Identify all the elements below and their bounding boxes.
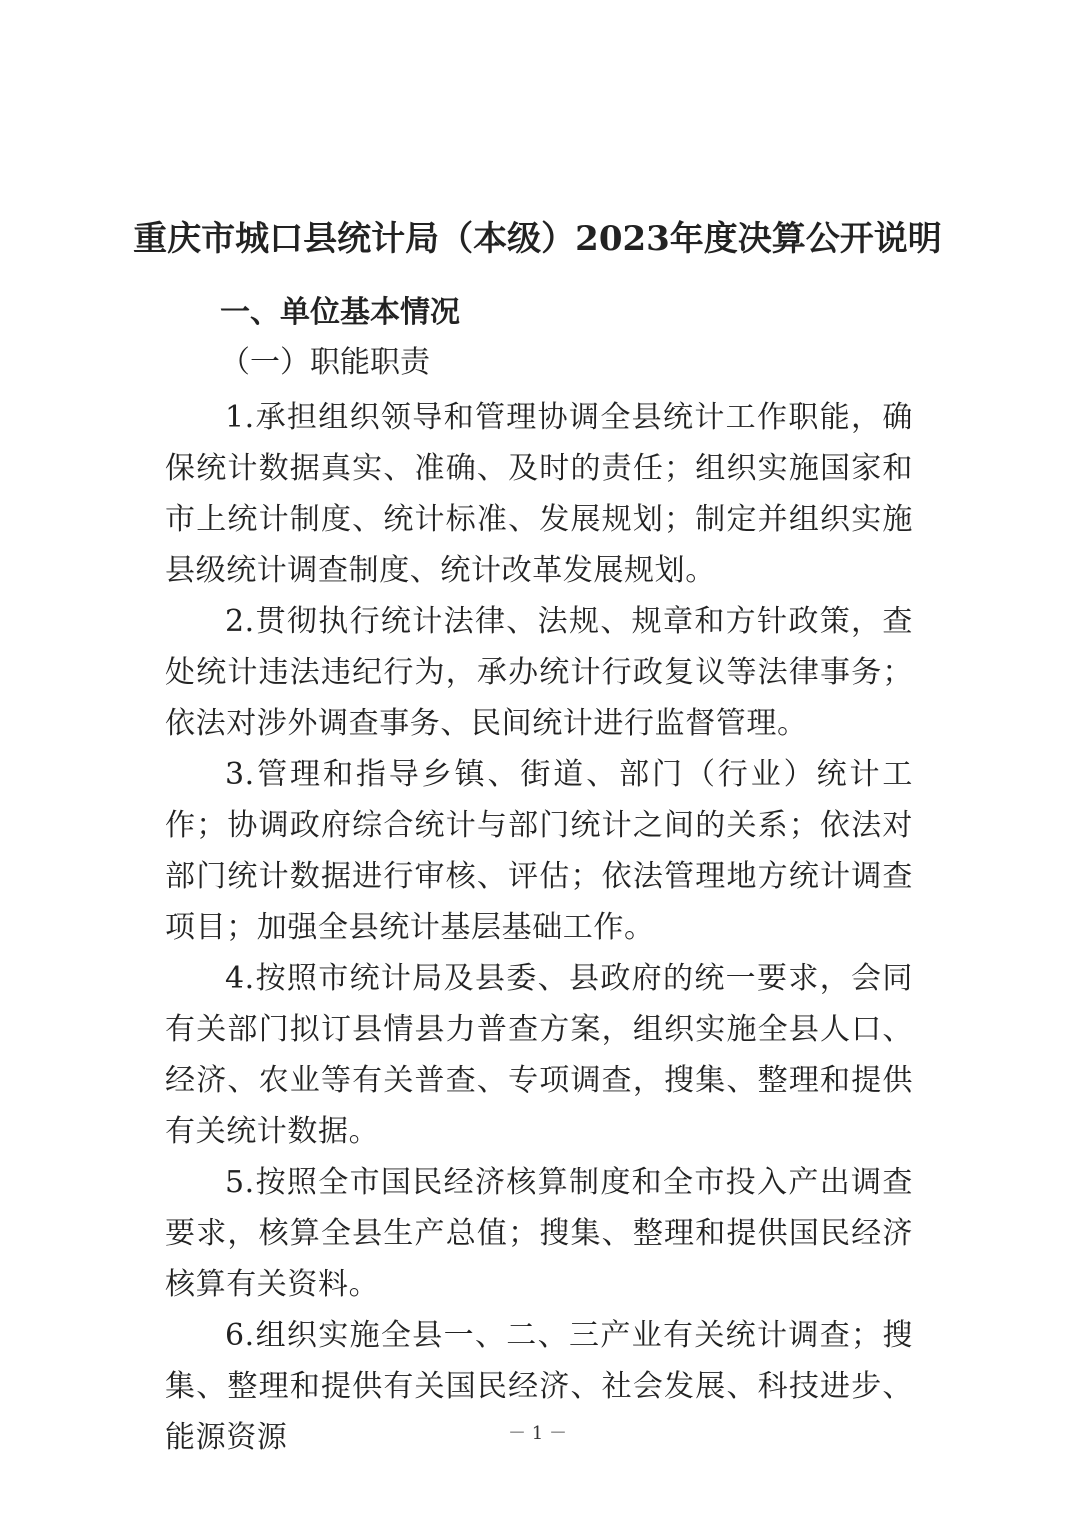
paragraph-5: 5.按照全市国民经济核算制度和全市投入产出调查要求，核算全县生产总值；搜集、整理和提供国民经济核算有关资料。 [165,1165,913,1302]
document-title: 重庆市城口县统计局（本级）2023年度决算公开说明 [133,219,942,259]
page-number: － 1 － [508,1423,567,1444]
paragraph-1: 1.承担组织领导和管理协调全县统计工作职能，确保统计数据真实、准确、及时的责任；组织实施国家和市上统计制度、统计标准、发展规划；制定并组织实施县级统计调查制度、统计改革发展规划。 [165,400,913,588]
paragraph-4: 4.按照市统计局及县委、县政府的统一要求，会同有关部门拟订县情县力普查方案，组织实施全县人口、经济、农业等有关普查、专项调查，搜集、整理和提供有关统计数据。 [165,961,913,1149]
paragraph-2: 2.贯彻执行统计法律、法规、规章和方针政策，查处统计违法违纪行为，承办统计行政复议等法律事务；依法对涉外调查事务、民间统计进行监督管理。 [165,604,913,741]
paragraph-6: 6.组织实施全县一、二、三产业有关统计调查；搜集、整理和提供有关国民经济、社会发展、科技进步、能源资源 [165,1318,913,1455]
section-heading: 一、单位基本情况 [220,295,460,330]
paragraph-3: 3.管理和指导乡镇、街道、部门（行业）统计工作；协调政府综合统计与部门统计之间的关系；依法对部门统计数据进行审核、评估；依法管理地方统计调查项目；加强全县统计基层基础工作。 [165,757,913,945]
sub-heading: （一）职能职责 [220,345,430,380]
document-body [165,392,913,1463]
